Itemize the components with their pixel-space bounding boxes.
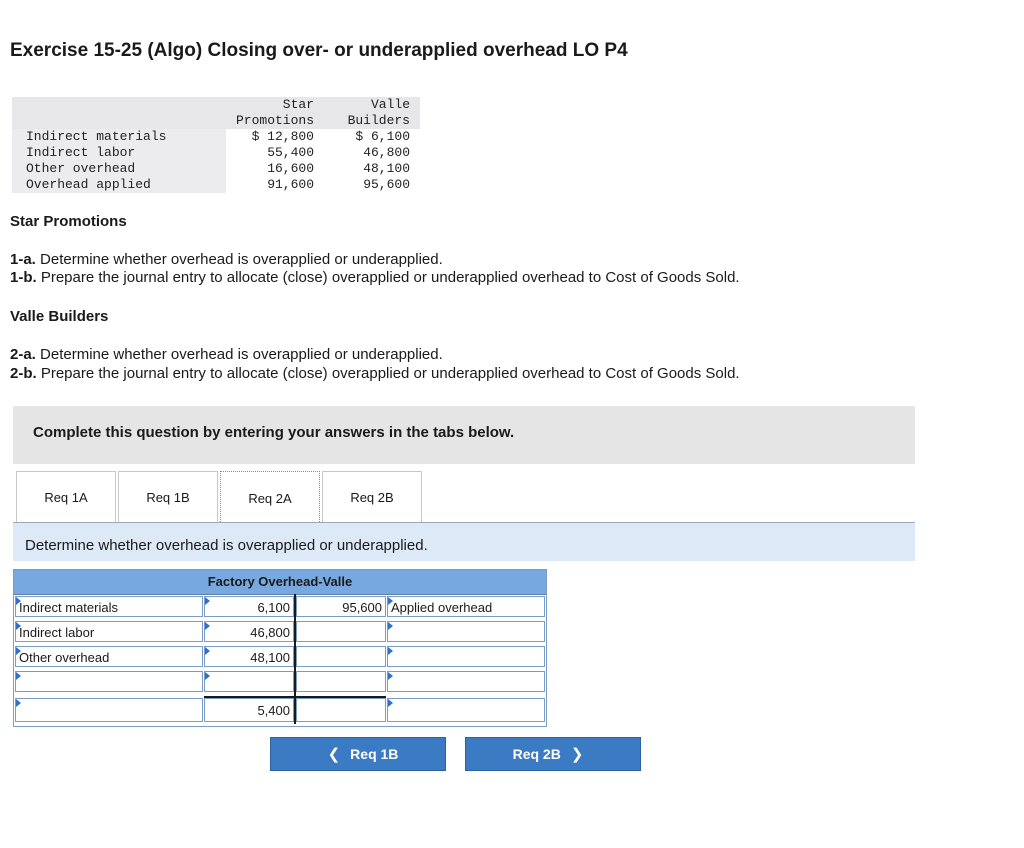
dropdown-marker-icon — [205, 622, 210, 630]
credit-label-input[interactable] — [387, 621, 545, 642]
star-value: 55,400 — [226, 145, 322, 161]
debit-label-input[interactable] — [15, 671, 203, 692]
t-account-row — [14, 645, 546, 670]
debit-amount-input[interactable]: 46,800 — [204, 621, 294, 642]
prev-button-label: Req 1B — [350, 746, 399, 762]
col-header-valle: Valle Builders — [322, 97, 420, 129]
tab-req-2b[interactable]: Req 2B — [322, 471, 422, 522]
prev-req-1b-button[interactable] — [270, 737, 446, 771]
row-label: Indirect materials — [12, 129, 226, 145]
balance-debit-amount[interactable]: 5,400 — [204, 698, 294, 722]
tab-bar — [13, 471, 915, 523]
banner-text: Complete this question by entering your answers in the tabs below. — [33, 424, 515, 441]
dropdown-marker-icon — [16, 647, 21, 655]
t-account-row — [14, 670, 546, 695]
table-row — [12, 145, 420, 161]
chevron-right-icon: ❯ — [570, 746, 584, 763]
dropdown-marker-icon — [16, 699, 21, 707]
t-account-row — [14, 595, 546, 620]
t-account-divider — [294, 594, 296, 724]
next-req-2b-button[interactable] — [465, 737, 641, 771]
tab-req-1a[interactable]: Req 1A — [16, 471, 116, 522]
credit-amount-input[interactable] — [296, 646, 386, 667]
t-account-total-line — [204, 696, 386, 698]
valle-value: 95,600 — [322, 177, 420, 193]
tab-instruction — [13, 523, 915, 561]
instructions-banner — [13, 406, 915, 464]
dropdown-marker-icon — [16, 597, 21, 605]
valle-value: 48,100 — [322, 161, 420, 177]
table-row — [12, 161, 420, 177]
tab-req-1b[interactable]: Req 1B — [118, 471, 218, 522]
col-header-star: Star Promotions — [226, 97, 322, 129]
star-value: 16,600 — [226, 161, 322, 177]
dropdown-marker-icon — [388, 622, 393, 630]
overhead-data-table — [12, 97, 420, 193]
table-row — [12, 129, 420, 145]
debit-label-input[interactable]: Indirect labor — [15, 621, 203, 642]
credit-amount-input[interactable] — [296, 621, 386, 642]
table-row — [12, 177, 420, 193]
dropdown-marker-icon — [205, 597, 210, 605]
question-2b: 2-b. Prepare the journal entry to allocate (close) overapplied or underapplied overhead to Cost of Goods Sold. — [10, 365, 740, 382]
t-account-title: Factory Overhead-Valle — [14, 570, 546, 595]
dropdown-marker-icon — [388, 672, 393, 680]
debit-label-input[interactable]: Other overhead — [15, 646, 203, 667]
credit-label-input[interactable] — [387, 646, 545, 667]
balance-credit-label[interactable] — [387, 698, 545, 722]
dropdown-marker-icon — [388, 699, 393, 707]
t-account-factory-overhead — [13, 569, 547, 727]
question-1a: 1-a. Determine whether overhead is overapplied or underapplied. — [10, 251, 443, 268]
debit-label-input[interactable]: Indirect materials — [15, 596, 203, 617]
star-promotions-heading: Star Promotions — [10, 213, 127, 230]
dropdown-marker-icon — [16, 672, 21, 680]
tab-req-2a[interactable]: Req 2A — [220, 471, 320, 524]
row-label: Other overhead — [12, 161, 226, 177]
row-label: Overhead applied — [12, 177, 226, 193]
question-1b: 1-b. Prepare the journal entry to allocate (close) overapplied or underapplied overhead to Cost of Goods Sold. — [10, 269, 740, 286]
credit-amount-input[interactable] — [296, 671, 386, 692]
balance-credit-amount[interactable] — [296, 698, 386, 722]
dropdown-marker-icon — [388, 647, 393, 655]
dropdown-marker-icon — [16, 622, 21, 630]
balance-label-input[interactable] — [15, 698, 203, 722]
star-value: $ 12,800 — [226, 129, 322, 145]
debit-amount-input[interactable]: 6,100 — [204, 596, 294, 617]
next-button-label: Req 2B — [512, 746, 561, 762]
t-account-balance-row — [14, 695, 546, 726]
header-blank — [12, 97, 226, 129]
dropdown-marker-icon — [205, 647, 210, 655]
star-value: 91,600 — [226, 177, 322, 193]
instruction-text: Determine whether overhead is overapplied or underapplied. — [25, 537, 428, 554]
valle-builders-heading: Valle Builders — [10, 308, 109, 325]
row-label: Indirect labor — [12, 145, 226, 161]
debit-amount-input[interactable]: 48,100 — [204, 646, 294, 667]
dropdown-marker-icon — [205, 672, 210, 680]
chevron-left-icon: ❮ — [327, 746, 341, 763]
credit-amount-input[interactable]: 95,600 — [296, 596, 386, 617]
valle-value: 46,800 — [322, 145, 420, 161]
debit-amount-input[interactable] — [204, 671, 294, 692]
credit-label-input[interactable] — [387, 671, 545, 692]
valle-value: $ 6,100 — [322, 129, 420, 145]
t-account-row — [14, 620, 546, 645]
dropdown-marker-icon — [388, 597, 393, 605]
page-title: Exercise 15-25 (Algo) Closing over- or underapplied overhead LO P4 — [10, 40, 628, 61]
question-2a: 2-a. Determine whether overhead is overapplied or underapplied. — [10, 346, 443, 363]
credit-label-input[interactable]: Applied overhead — [387, 596, 545, 617]
